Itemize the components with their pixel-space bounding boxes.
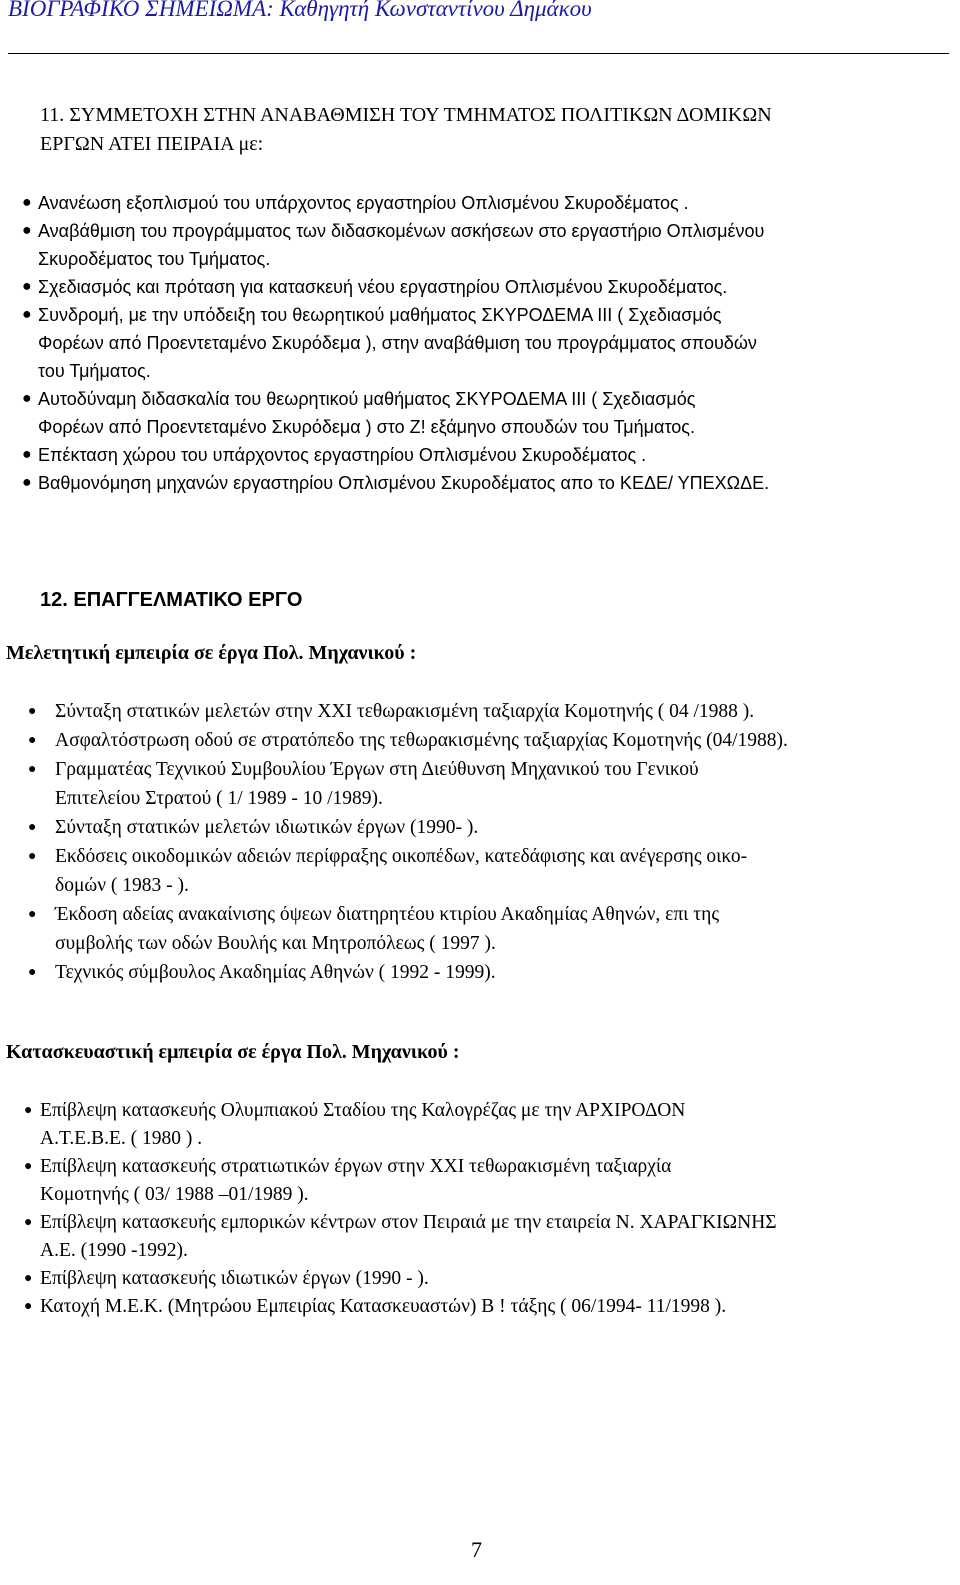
list-item-text: Επιτελείου Στρατού ( 1/ 1989 - 10 /1989). <box>55 788 383 809</box>
list-item <box>22 1209 777 1265</box>
study-experience-list <box>22 697 788 987</box>
list-item <box>22 469 769 497</box>
list-item-text: Κομοτηνής ( 03/ 1988 –01/1989 ). <box>40 1184 309 1205</box>
list-item-text: συμβολής των οδών Βουλής και Μητροπόλεως ( 1997 ). <box>55 933 496 954</box>
section-12-heading: 12. ΕΠΑΓΓΕΛΜΑΤΙΚΟ ΕΡΓΟ <box>40 589 303 611</box>
list-item-text: Επέκταση χώρου του υπάρχοντος εργαστηρίου Οπλισμένου Σκυροδέματος . <box>38 445 647 465</box>
bullet-icon: ● <box>22 278 32 295</box>
list-item <box>22 958 788 987</box>
list-item-text: Βαθμονόμηση μηχανών εργαστηρίου Οπλισμένου Σκυροδέματος απο το ΚΕΔΕ/ ΥΠΕΧΩΔΕ. <box>38 473 770 493</box>
list-item <box>22 1293 777 1321</box>
header-divider <box>8 53 949 54</box>
bullet-icon: ● <box>28 733 37 748</box>
list-item-text: Επίβλεψη κατασκευής εμπορικών κέντρων στον Πειραιά με την εταιρεία Ν. ΧΑΡΑΓΚΙΩΝΗΣ <box>40 1212 777 1233</box>
list-item <box>22 1265 777 1293</box>
list-item-text: Εκδόσεις οικοδομικών αδειών περίφραξης οικοπέδων, κατεδάφισης και ανέγερσης οικο- <box>55 846 748 867</box>
bullet-icon: ● <box>24 1159 33 1174</box>
list-item-text: Συνδρομή, με την υπόδειξη του θεωρητικού μαθήματος ΣΚΥΡΟΔΕΜΑ ΙΙΙ ( Σχεδιασμός <box>38 305 722 325</box>
page-header-title: ΒΙΟΓΡΑΦΙΚΟ ΣΗΜΕΙΩΜΑ: Καθηγητή Κωνσταντίνου Δημάκου <box>8 0 592 21</box>
list-item-text: Α.Τ.Ε.Β.Ε. ( 1980 ) . <box>40 1128 203 1149</box>
list-item-text: Επίβλεψη κατασκευής στρατιωτικών έργων στην ΧΧΙ τεθωρακισμένη ταξιαρχία <box>40 1156 672 1177</box>
list-item <box>22 273 769 301</box>
bullet-icon: ● <box>24 1271 33 1286</box>
section-11-heading <box>40 101 772 159</box>
list-item-text: του Τμήματος. <box>38 361 151 381</box>
list-item-text: Γραμματέας Τεχνικού Συμβουλίου Έργων στη Διεύθυνση Μηχανικού του Γενικού <box>55 759 699 780</box>
bullet-icon: ● <box>24 1103 33 1118</box>
list-item <box>22 726 788 755</box>
bullet-icon: ● <box>22 194 32 211</box>
list-item-text: Φορέων από Προεντεταμένο Σκυρόδεμα ), στην αναβάθμιση του προγράμματος σπουδών <box>38 333 757 353</box>
list-item-text: Σύνταξη στατικών μελετών στην ΧΧΙ τεθωρακισμένη ταξιαρχία Κομοτηνής ( 04 /1988 ). <box>55 701 755 722</box>
list-item-text: Φορέων από Προεντεταμένο Σκυρόδεμα ) στο Ζ! εξάμηνο σπουδών του Τμήματος. <box>38 417 695 437</box>
study-experience-heading: Μελετητική εμπειρία σε έργα Πολ. Μηχανικού : <box>6 642 417 664</box>
list-item <box>22 1153 777 1209</box>
list-item-text: Αυτοδύναμη διδασκαλία του θεωρητικού μαθήματος ΣΚΥΡΟΔΕΜΑ ΙΙΙ ( Σχεδιασμός <box>38 389 696 409</box>
list-item-text: Τεχνικός σύμβουλος Ακαδημίας Αθηνών ( 1992 - 1999). <box>55 962 496 983</box>
section-11-heading-line: ΕΡΓΩΝ ΑΤΕΙ ΠΕΙΡΑΙΑ με: <box>40 133 264 155</box>
bullet-icon: ● <box>22 474 32 491</box>
list-item <box>22 842 788 900</box>
list-item <box>22 385 769 441</box>
list-item-text: Σύνταξη στατικών μελετών ιδιωτικών έργων (1990- ). <box>55 817 479 838</box>
list-item <box>22 301 769 385</box>
bullet-icon: ● <box>24 1299 33 1314</box>
list-item <box>22 900 788 958</box>
list-item <box>22 755 788 813</box>
list-item-text: Ανανέωση εξοπλισμού του υπάρχοντος εργαστηρίου Οπλισμένου Σκυροδέματος . <box>38 193 689 213</box>
bullet-icon: ● <box>28 849 37 864</box>
list-item <box>22 697 788 726</box>
list-item-text: Σκυροδέματος του Τμήματος. <box>38 249 271 269</box>
page-number: 7 <box>471 1537 482 1562</box>
bullet-icon: ● <box>28 965 37 980</box>
list-item-text: Ασφαλτόστρωση οδού σε στρατόπεδο της τεθωρακισμένης ταξιαρχίας Κομοτηνής (04/1988). <box>55 730 788 751</box>
list-item-text: Κατοχή Μ.Ε.Κ. (Μητρώου Εμπειρίας Κατασκευαστών) Β ! τάξης ( 06/1994- 11/1998 ). <box>40 1296 727 1317</box>
list-item <box>22 813 788 842</box>
list-item-text: δομών ( 1983 - ). <box>55 875 189 896</box>
section-11-list <box>22 189 769 497</box>
list-item-text: Επίβλεψη κατασκευής Ολυμπιακού Σταδίου της Καλογρέζας με την ΑΡΧΙΡΟΔΟΝ <box>40 1100 686 1121</box>
construction-experience-heading: Κατασκευαστική εμπειρία σε έργα Πολ. Μηχανικού : <box>6 1041 460 1063</box>
bullet-icon: ● <box>28 704 37 719</box>
list-item <box>22 217 769 273</box>
bullet-icon: ● <box>28 762 37 777</box>
list-item-text: Αναβάθμιση του προγράμματος των διδασκομένων ασκήσεων στο εργαστήριο Οπλισμένου <box>38 221 765 241</box>
list-item-text: Α.Ε. (1990 -1992). <box>40 1240 188 1261</box>
bullet-icon: ● <box>22 446 32 463</box>
list-item-text: Επίβλεψη κατασκευής ιδιωτικών έργων (1990 - ). <box>40 1268 429 1289</box>
bullet-icon: ● <box>22 306 32 323</box>
list-item <box>22 1097 777 1153</box>
list-item <box>22 441 769 469</box>
bullet-icon: ● <box>22 390 32 407</box>
list-item-text: Σχεδιασμός και πρόταση για κατασκευή νέου εργαστηρίου Οπλισμένου Σκυροδέματος. <box>38 277 728 297</box>
construction-experience-list <box>22 1097 777 1321</box>
list-item <box>22 189 769 217</box>
bullet-icon: ● <box>28 820 37 835</box>
bullet-icon: ● <box>22 222 32 239</box>
list-item-text: Έκδοση αδείας ανακαίνισης όψεων διατηρητέου κτιρίου Ακαδημίας Αθηνών, επι της <box>55 904 720 925</box>
bullet-icon: ● <box>28 907 37 922</box>
bullet-icon: ● <box>24 1215 33 1230</box>
section-11-heading-line: 11. ΣΥΜΜΕΤΟΧΗ ΣΤΗΝ ΑΝΑΒΑΘΜΙΣΗ ΤΟΥ ΤΜΗΜΑΤΟΣ ΠΟΛΙΤΙΚΩΝ ΔΟΜΙΚΩΝ <box>40 104 772 126</box>
